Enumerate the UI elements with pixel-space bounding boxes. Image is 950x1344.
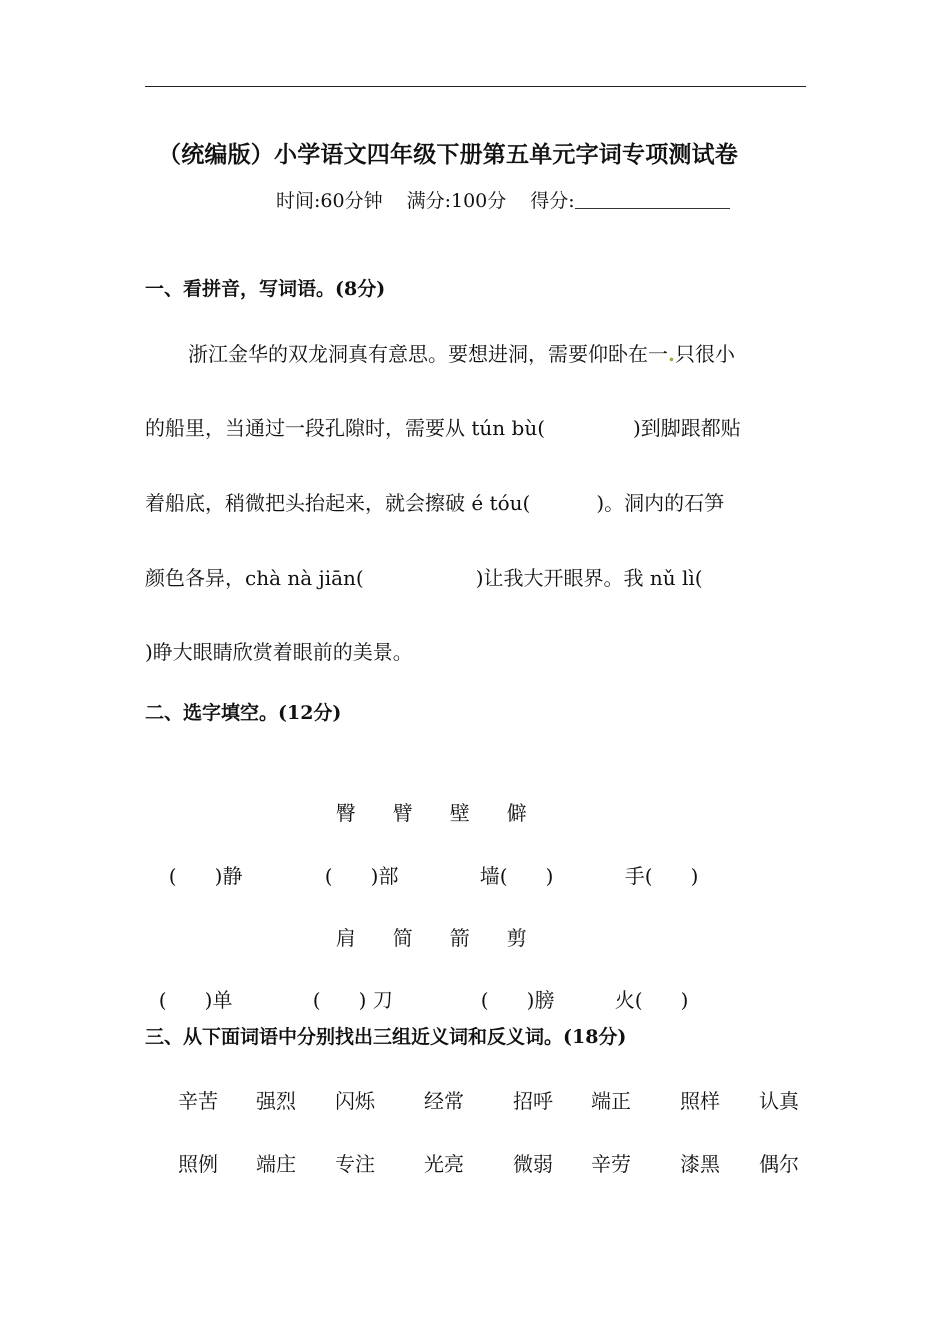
section3-heading: 三、从下面词语中分别找出三组近义词和反义词。(18分) <box>145 1026 627 1048</box>
fill-item[interactable]: ( )部 <box>324 864 399 888</box>
section1-line-3: 着船底，稍微把头抬起来，就会擦破 é tóu( )。洞内的石笋 <box>145 491 725 515</box>
section1-line-1: 浙江金华的双龙洞真有意思。要想进洞，需要仰卧在一.只很小 <box>188 342 735 366</box>
fill-item[interactable]: ( ) 刀 <box>312 988 393 1012</box>
fill-item[interactable]: ( )单 <box>158 988 233 1012</box>
char-choice: 僻 <box>506 801 527 825</box>
word-item: 照样 <box>680 1089 720 1113</box>
char-choice: 壁 <box>449 801 470 825</box>
page-title: （统编版）小学语文四年级下册第五单元字词专项测试卷 <box>158 141 738 168</box>
word-item: 端庄 <box>256 1152 296 1176</box>
word-item: 专注 <box>335 1152 375 1176</box>
fill-item[interactable]: 墙( ) <box>479 864 554 888</box>
word-item: 辛劳 <box>591 1152 631 1176</box>
char-choice: 剪 <box>506 926 527 950</box>
time-label: 时间:60分钟 <box>276 190 383 212</box>
word-item: 光亮 <box>424 1152 464 1176</box>
score-blank[interactable] <box>575 190 730 209</box>
score-label: 得分: <box>530 190 575 212</box>
top-rule <box>145 86 806 87</box>
fill-item[interactable]: 手( ) <box>624 864 699 888</box>
fill-row-1 <box>156 836 698 889</box>
word-item: 招呼 <box>513 1089 553 1113</box>
word-item: 偶尔 <box>759 1152 799 1176</box>
word-item: 漆黑 <box>680 1152 720 1176</box>
exam-meta <box>276 186 730 213</box>
word-item: 认真 <box>759 1089 799 1113</box>
section2-heading: 二、选字填空。(12分) <box>145 702 342 724</box>
emphasis-dot: . <box>668 342 675 366</box>
fill-item[interactable]: ( )静 <box>168 864 243 888</box>
section1-line-2: 的船里，当通过一段孔隙时，需要从 tún bù( )到脚跟都贴 <box>145 416 741 440</box>
fill-item[interactable]: 火( ) <box>614 988 689 1012</box>
word-item: 经常 <box>424 1089 464 1113</box>
word-item: 端正 <box>591 1089 631 1113</box>
char-choice-row-1 <box>323 773 527 826</box>
char-choice: 臀 <box>335 801 356 825</box>
word-item: 微弱 <box>513 1152 553 1176</box>
fill-row-2 <box>146 960 688 1013</box>
full-score-label: 满分:100分 <box>406 190 507 212</box>
word-item: 强烈 <box>256 1089 296 1113</box>
section1-line-4: 颜色各异，chà nà jiān( )让我大开眼界。我 nǔ lì( <box>145 566 703 590</box>
word-item: 辛苦 <box>178 1089 218 1113</box>
char-choice: 箭 <box>449 926 470 950</box>
fill-item[interactable]: ( )膀 <box>480 988 555 1012</box>
section1-line-5: )睁大眼睛欣赏着眼前的美景。 <box>145 640 413 664</box>
word-item: 闪烁 <box>335 1089 375 1113</box>
char-choice-row-2 <box>323 898 527 951</box>
char-choice: 肩 <box>335 926 356 950</box>
char-choice: 臂 <box>392 801 413 825</box>
word-item: 照例 <box>178 1152 218 1176</box>
section1-heading: 一、看拼音，写词语。(8分) <box>145 278 386 300</box>
char-choice: 简 <box>392 926 413 950</box>
